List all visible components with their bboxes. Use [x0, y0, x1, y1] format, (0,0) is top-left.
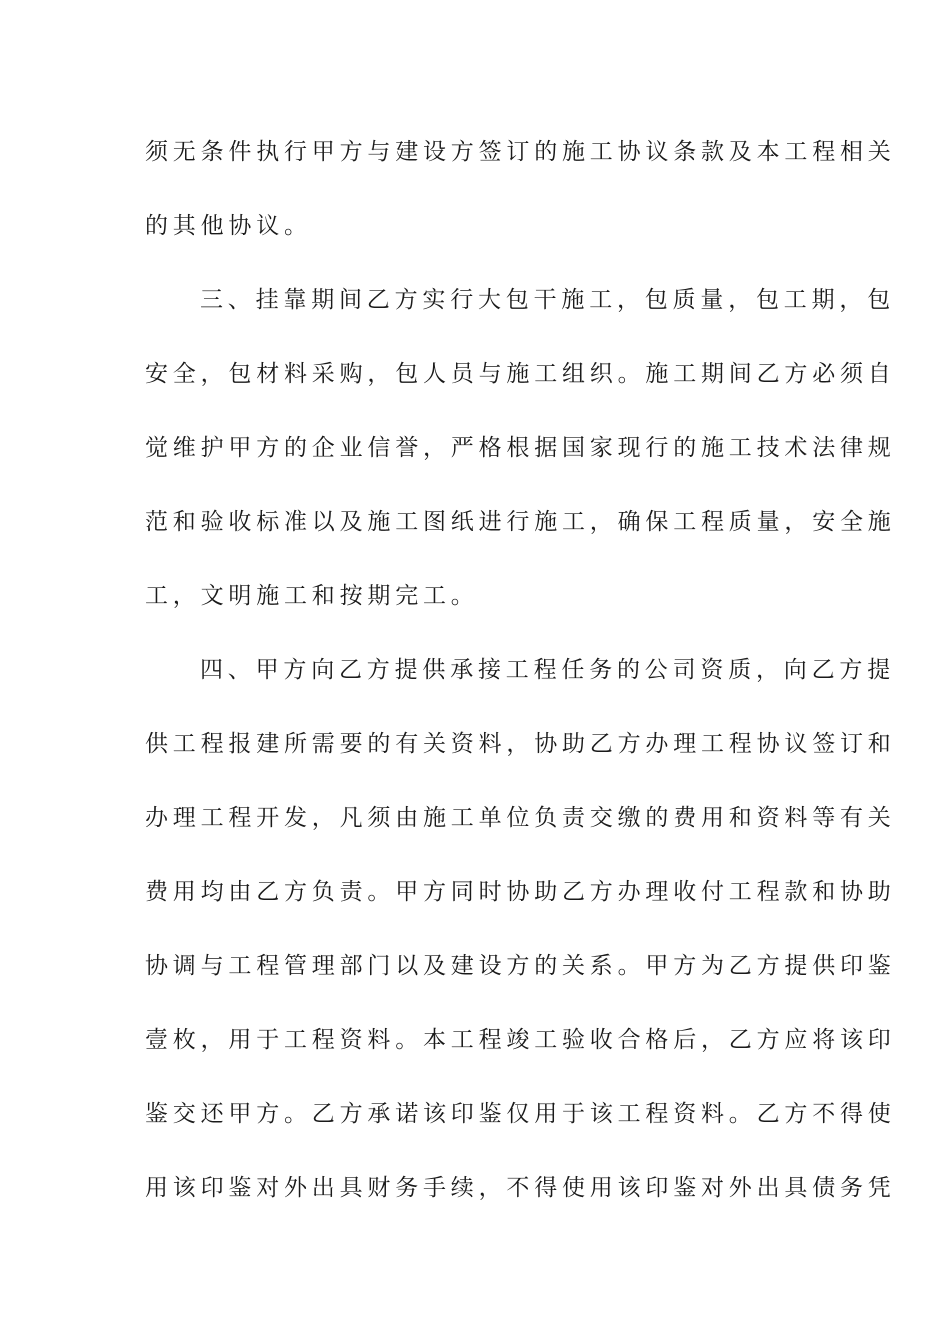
body-line: 须无条件执行甲方与建设方签订的施工协议条款及本工程相关: [145, 139, 896, 165]
body-line: 的其他协议。: [145, 213, 312, 239]
document-body: [145, 122, 896, 1232]
body-line: 费用均由乙方负责。甲方同时协助乙方办理收付工程款和协助: [145, 879, 896, 905]
body-line: 用该印鉴对外出具财务手续，不得使用该印鉴对外出具债务凭: [145, 1175, 896, 1201]
body-line: 办理工程开发，凡须由施工单位负责交缴的费用和资料等有关: [145, 805, 896, 831]
body-line: 三、挂靠期间乙方实行大包干施工，包质量，包工期，包: [200, 287, 895, 313]
body-line: 安全，包材料采购，包人员与施工组织。施工期间乙方必须自: [145, 361, 896, 387]
body-line: 壹枚，用于工程资料。本工程竣工验收合格后，乙方应将该印: [145, 1027, 896, 1053]
body-line: 鉴交还甲方。乙方承诺该印鉴仅用于该工程资料。乙方不得使: [145, 1101, 896, 1127]
body-line: 工，文明施工和按期完工。: [145, 583, 479, 609]
body-line: 觉维护甲方的企业信誉，严格根据国家现行的施工技术法律规: [145, 435, 896, 461]
body-line: 四、甲方向乙方提供承接工程任务的公司资质，向乙方提: [200, 657, 895, 683]
body-line: 协调与工程管理部门以及建设方的关系。甲方为乙方提供印鉴: [145, 953, 896, 979]
body-line: 范和验收标准以及施工图纸进行施工，确保工程质量，安全施: [145, 509, 896, 535]
body-line: 供工程报建所需要的有关资料，协助乙方办理工程协议签订和: [145, 731, 896, 757]
